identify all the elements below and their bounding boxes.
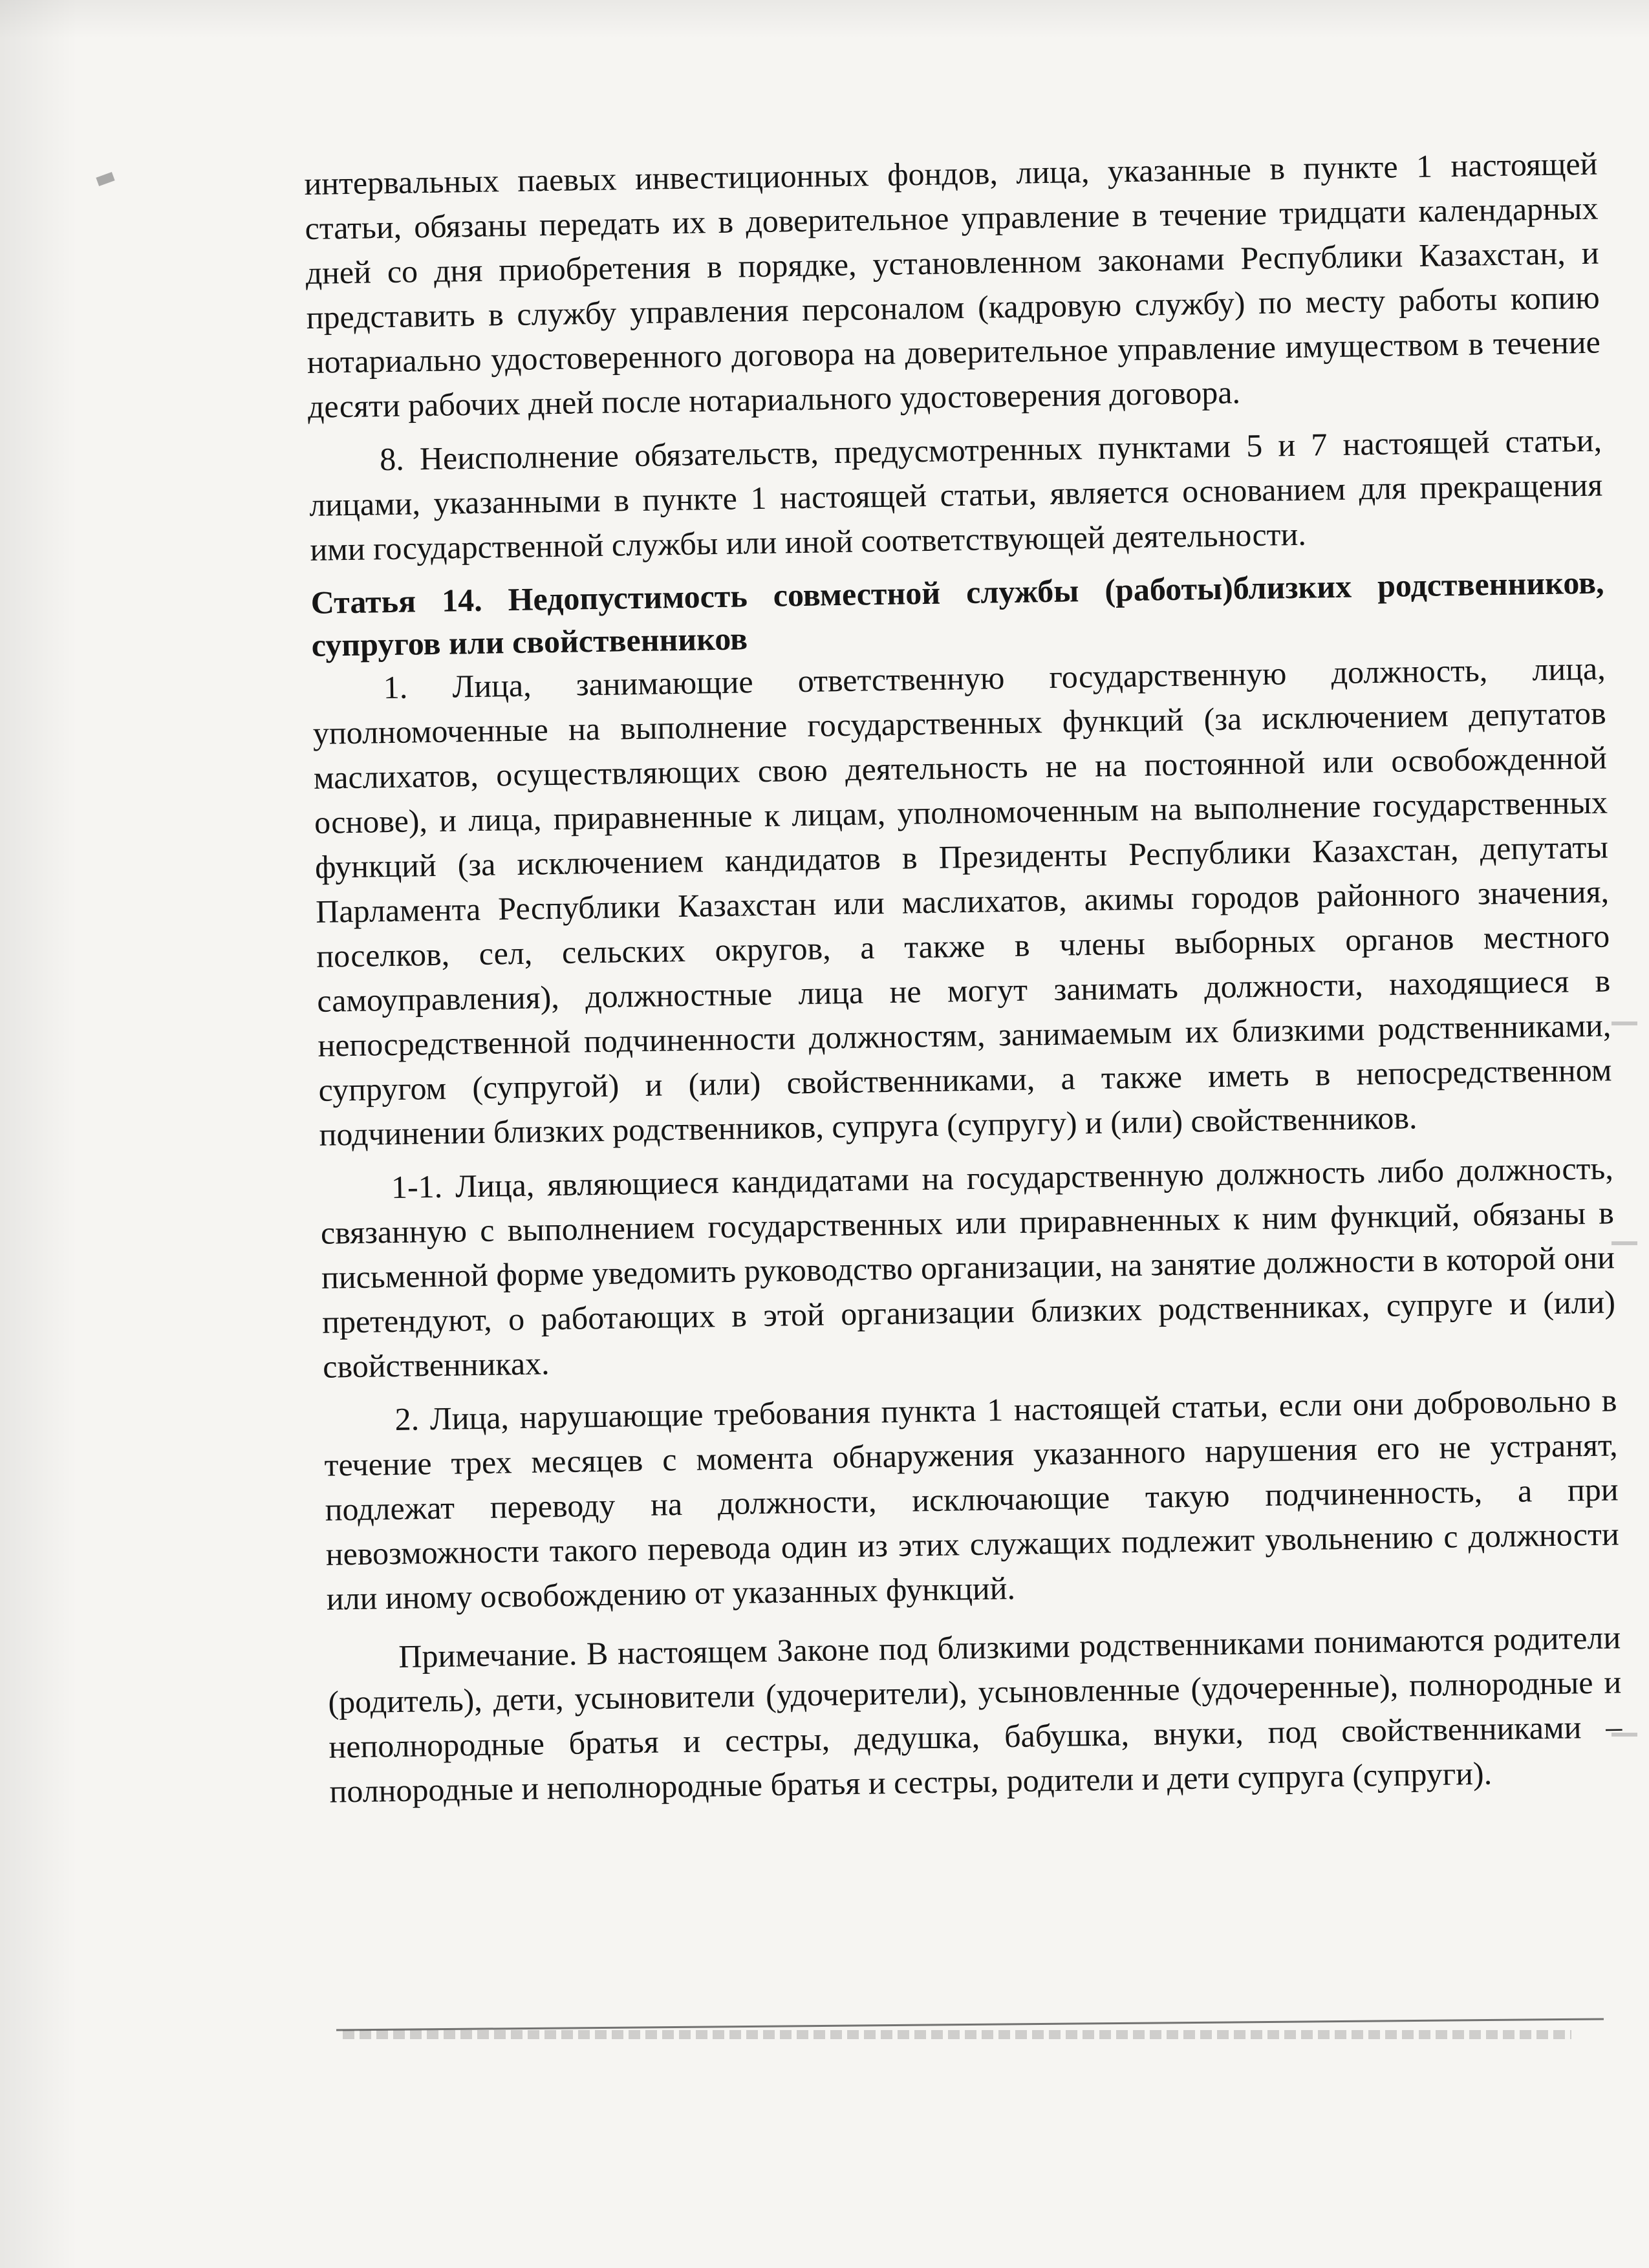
edge-mark (1611, 1022, 1637, 1025)
bottom-rule (336, 2018, 1604, 2031)
paragraph-point-2: 2. Лица, нарушающие требования пункта 1 настоящей статьи, если они добровольно в течение трех месяцев с момента обнаружения указанного нарушения его не устранят, подлежат переводу на должности, исключающие такую подчиненность, а при невозможности такого перевода один из этих служащих подлежит увольнению с должности или иному освобождению от указанных функций. (324, 1382, 1620, 1617)
scan-shadow-top (0, 0, 1649, 39)
bleed-through-text (343, 2030, 1571, 2039)
paragraph-note: Примечание. В настоящем Законе под близкими родственниками понимаются родители (родитель), дети, усыновители (удочерители), усыновленные (удочеренные), полнородные и неполнородные братья и сестры, дедушка, бабушка, внуки, под свойственниками – полнородные и неполнородные братья и сестры, родители и дети супруга (супруги). (327, 1619, 1622, 1810)
edge-mark (1611, 1241, 1637, 1245)
scan-shadow-left (0, 0, 78, 2268)
paragraph-trust-management: интервальных паевых инвестиционных фондов, лица, указанные в пункте 1 настоящей статьи, обязаны передать их в доверительное управление в течение тридцати календарных дней со дня приобретения в порядке, установленном законами Республики Казахстан, и представить в службу управления персоналом (кадровую службу) по месту работы копию нотариально удостоверенного договора на доверительное управление имуществом в течение десяти рабочих дней после нотариального удостоверения договора. (304, 145, 1601, 425)
paragraph-point-1-1: 1-1. Лица, являющиеся кандидатами на государственную должность либо должность, связанную с выполнением государственных или приравненных к ним функций, обязаны в письменной форме уведомить руководство организации, на занятие должности в которой они претендуют, о работающих в этой организации близких родственниках, супруге и (или) свойственниках. (320, 1150, 1616, 1385)
staple-mark (96, 172, 114, 186)
article-14-heading: Статья 14. Недопустимость совместной службы (работы)близких родственников, супругов или свойственников (310, 564, 1604, 663)
paragraph-point-1: 1. Лица, занимающие ответственную государственную должность, лица, уполномоченные на выполнение государственных функций (за исключением депутатов маслихатов, осуществляющих свою деятельность не на постоянной или освобожденной основе), и лица, приравненные к лицам, уполномоченным на выполнение государственных функций (за исключением кандидатов в Президенты Республики Казахстан, депутаты Парламента Республики Казахстан или маслихатов, акимы городов районного значения, поселков, сел, сельских округов, а также в члены выборных органов местного самоуправления), должностные лица не могут занимать должности, находящиеся в непосредственной подчиненности должностям, занимаемым их близкими родственниками, супругом (супругой) и (или) свойственниками, а также иметь в непосредственном подчинении близких родственников, супруга (супругу) и (или) свойственников. (312, 650, 1612, 1153)
paragraph-point-8: 8. Неисполнение обязательств, предусмотренных пунктами 5 и 7 настоящей статьи, лицами, указанными в пункте 1 настоящей статьи, является основанием для прекращения ими государственной службы или иной соответствующей деятельности. (308, 422, 1603, 568)
document-page (304, 142, 1623, 1814)
